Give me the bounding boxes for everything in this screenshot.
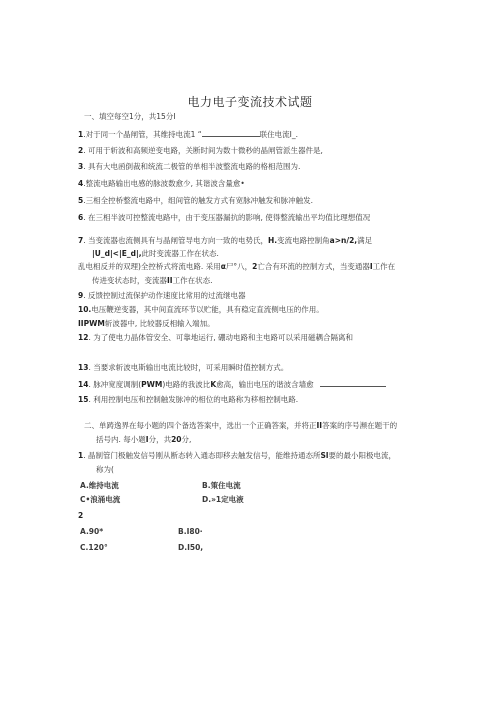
option-label: D.»1定电液 bbox=[202, 495, 244, 504]
option-label: C•浪涌电流 bbox=[80, 495, 121, 504]
question-6 bbox=[78, 213, 370, 222]
section-heading-symbol: 20 bbox=[171, 435, 182, 444]
question-text: . 为了使电力晶体管安全、可靠地运行, 硼动电路和主电路可以采用磁耦合隔离和 bbox=[88, 333, 353, 342]
option-a[interactable] bbox=[80, 481, 119, 490]
question-text: . 脉冲宽度调制( bbox=[88, 380, 142, 389]
answer-blank[interactable] bbox=[202, 129, 260, 137]
question-symbol: II bbox=[167, 276, 173, 285]
question-2 bbox=[78, 146, 323, 155]
question-symbol: I bbox=[369, 262, 373, 271]
section-heading-symbol: II bbox=[316, 421, 323, 430]
question-symbol: 2 bbox=[252, 262, 258, 271]
option-b[interactable] bbox=[202, 481, 241, 490]
question-symbol: |U_d|<|E_d|, bbox=[92, 249, 142, 258]
answer-blank[interactable] bbox=[320, 379, 386, 387]
option-label: A.90* bbox=[80, 527, 104, 536]
option-a[interactable] bbox=[80, 527, 103, 536]
section-heading-text: 分，共 bbox=[148, 435, 172, 444]
question-text: 要的最小阳极电流， bbox=[328, 451, 396, 460]
question-number: 14 bbox=[78, 380, 89, 389]
question-number: 13 bbox=[78, 363, 89, 372]
question-number: 5 bbox=[78, 196, 84, 205]
question-3 bbox=[78, 162, 300, 171]
choice-question-1 bbox=[78, 451, 396, 460]
question-number: 12 bbox=[78, 333, 89, 342]
question-text: . 可用于斩波和高频逆变电路，关断时间为数十微秒的晶闸管派生器件是, bbox=[83, 146, 323, 155]
question-14 bbox=[78, 379, 386, 389]
option-b[interactable] bbox=[178, 527, 203, 536]
question-text: 工作在状态. bbox=[172, 276, 213, 285]
question-text: . 具有大电函倒裁和统流二极管的单相半波整流电路的格相范围为. bbox=[83, 162, 301, 171]
question-text: . 利用控制电压和控制触发脉冲的相位的电路称为移相控制电路. bbox=[88, 395, 299, 404]
section-heading-symbol: I bbox=[145, 435, 149, 444]
question-symbol: α bbox=[220, 262, 226, 271]
section-heading-text: 括号内. 每小题 bbox=[96, 435, 146, 444]
option-label: A.维持电流 bbox=[80, 481, 119, 490]
question-13 bbox=[78, 363, 288, 372]
question-text: . 反馈控制过流保护动作速度比常用的过流继电器 bbox=[83, 291, 246, 300]
question-number: 1 bbox=[78, 130, 84, 139]
question-12 bbox=[78, 333, 353, 342]
question-9 bbox=[78, 291, 246, 300]
option-label: B.策住电流 bbox=[202, 481, 241, 490]
question-number: 1 bbox=[78, 451, 84, 460]
question-text: . 晶制管门极触发信号刚从断态转入通态即移去触发信号，能维持通态所 bbox=[83, 451, 321, 460]
question-4 bbox=[78, 179, 245, 188]
question-symbol: a>n/2, bbox=[329, 236, 358, 245]
question-text: . 在三相半波可控整流电路中，由于变压器漏抗的影响, 使得整流输出平均值比理想值况 bbox=[83, 213, 371, 222]
option-label: D.I50, bbox=[178, 543, 204, 552]
option-label: B.I80· bbox=[178, 527, 203, 536]
question-symbol: H. bbox=[268, 236, 278, 245]
question-number: 9 bbox=[78, 291, 84, 300]
option-d[interactable] bbox=[202, 495, 244, 504]
question-number: 2 bbox=[78, 511, 84, 520]
question-text: 满足 bbox=[357, 236, 373, 245]
question-8 bbox=[78, 262, 395, 271]
question-text: .三相全控桥整流电路中，组间管的触发方式有宽脉冲触发和脉冲触发. bbox=[83, 196, 313, 205]
section-heading-fill-blank bbox=[84, 112, 176, 121]
question-number: IIPWM bbox=[78, 319, 105, 328]
question-5 bbox=[78, 196, 313, 205]
question-text: 传进变状态时，变流器 bbox=[92, 276, 167, 285]
question-number: 6 bbox=[78, 213, 84, 222]
question-text: )电路的我波比 bbox=[162, 380, 211, 389]
section-heading-text: 一、填空每空1分，共15分I bbox=[84, 112, 176, 121]
option-label: C.120° bbox=[80, 543, 108, 552]
option-c[interactable] bbox=[80, 495, 120, 504]
question-number: 4 bbox=[78, 179, 84, 188]
option-d[interactable] bbox=[178, 543, 203, 552]
question-text: 变流电路控制角 bbox=[277, 236, 330, 245]
section-heading-text: 二、单踌逸界在每小题的四个备选答案中，选出一个正确答案，并将正 bbox=[84, 421, 317, 430]
question-number: 15 bbox=[78, 395, 89, 404]
question-number: 10. bbox=[78, 305, 92, 314]
question-15 bbox=[78, 395, 298, 404]
question-text: 电压鞭逆变器，其中间直流环节以贮能，具有稳定直流侧电压的作用。 bbox=[91, 305, 324, 314]
question-text: .对于同一个晶闸管，其维持电流1 “ bbox=[83, 130, 202, 139]
question-text: . 当变流器也流侧具有与晶闸管导电方向一致的电势氏， bbox=[83, 236, 268, 245]
question-symbol: K bbox=[210, 380, 217, 389]
question-7-continued bbox=[92, 249, 219, 258]
question-text: .整流电路输出电感的脉波数愈少, 其谐波含量愈• bbox=[83, 179, 245, 188]
section-heading-multiple-choice bbox=[84, 421, 397, 430]
section-heading-multiple-choice-continued bbox=[96, 435, 191, 444]
question-7 bbox=[78, 236, 372, 245]
question-number: 2 bbox=[78, 146, 84, 155]
question-text: 斩波器中, 比较器反相输入端加。 bbox=[104, 319, 215, 328]
question-text: 乱电相反并的双理)全控桥式将流电路. 采用 bbox=[78, 262, 221, 271]
page-title: 电力电子变流技术试题 bbox=[187, 95, 313, 109]
question-1 bbox=[78, 129, 298, 139]
question-symbol: Sl bbox=[320, 451, 329, 460]
question-text: 称为( bbox=[96, 465, 114, 474]
question-number: 7 bbox=[78, 236, 84, 245]
question-number: 3 bbox=[78, 162, 84, 171]
section-heading-text: 答案的序号濒在题干的 bbox=[322, 421, 398, 430]
option-c[interactable] bbox=[80, 543, 108, 552]
question-text-tail: 联住电流I_. bbox=[259, 130, 299, 139]
question-text: 愈高，输出电压的谐波含墙愈 bbox=[216, 380, 314, 389]
question-10 bbox=[78, 305, 324, 314]
choice-question-2 bbox=[78, 511, 83, 520]
question-11 bbox=[78, 319, 215, 328]
question-8-continued bbox=[92, 276, 212, 285]
section-heading-text: 分, bbox=[181, 435, 192, 444]
question-text: . 当要求斩波电斯输出电流比较时，可采用瞬时值控制方式。 bbox=[88, 363, 289, 372]
question-text: 尸°八， bbox=[225, 262, 253, 271]
question-symbol: PWM bbox=[141, 380, 163, 389]
question-text: 此时变流器工作在状态. bbox=[141, 249, 219, 258]
choice-question-1-continued bbox=[96, 465, 114, 474]
question-text: 亡合有环流的控制方式，当变通器 bbox=[257, 262, 370, 271]
question-text: 工作在 bbox=[372, 262, 396, 271]
